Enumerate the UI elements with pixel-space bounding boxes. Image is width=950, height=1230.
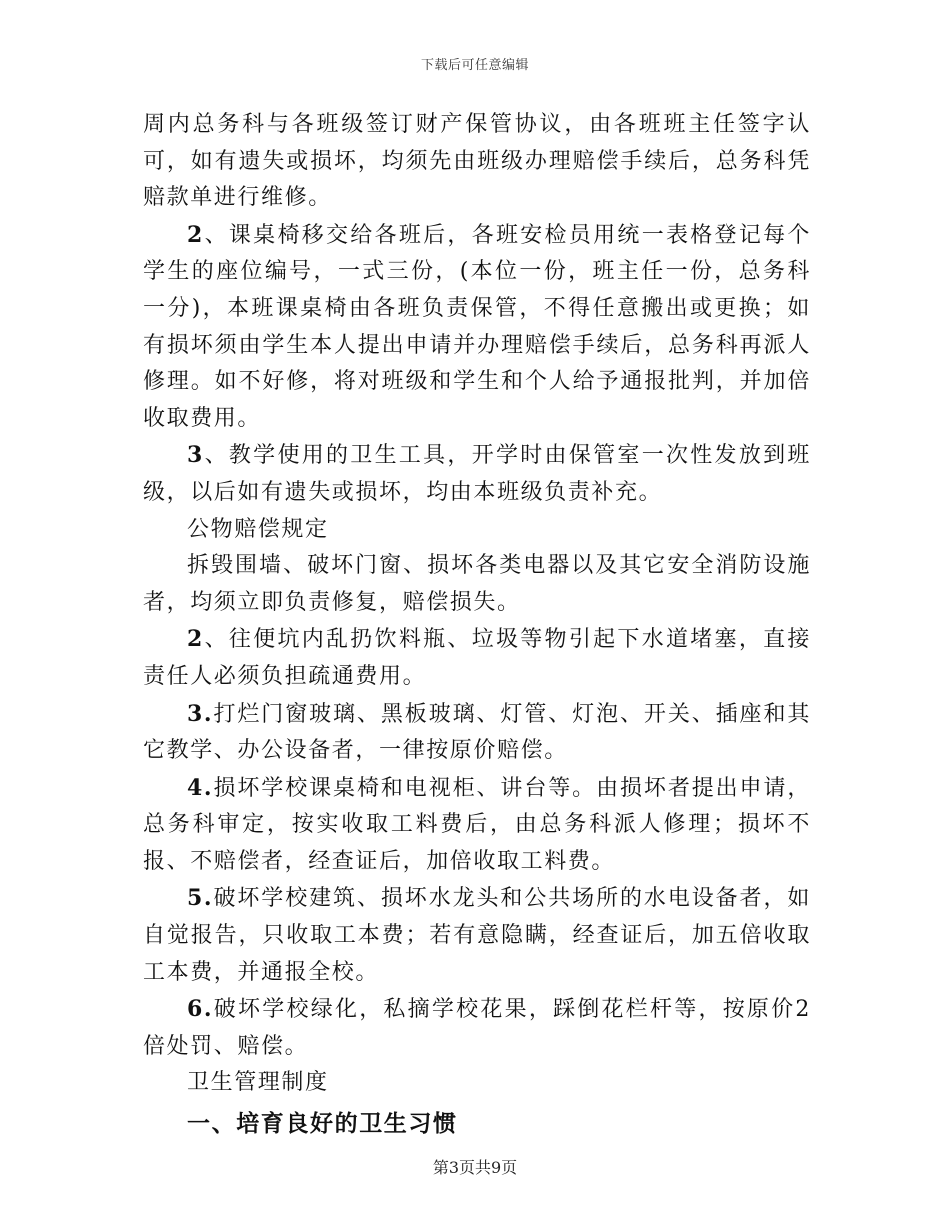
paragraph-item-3 xyxy=(143,437,811,511)
item-number: 5. xyxy=(187,885,214,912)
paragraph-text: 损坏学校课桌椅和电视柜、讲台等。由损坏者提出申请，总务科审定，按实收取工料费后，由总务科派人修理；损坏不报、不赔偿者，经查证后，加倍收取工料费。 xyxy=(143,775,811,874)
paragraph-text: 破坏学校绿化，私摘学校花果，踩倒花栏杆等，按原价2倍处罚、赔偿。 xyxy=(143,997,811,1059)
section-title-text: 公物赔偿规定 xyxy=(187,516,329,542)
paragraph-compensation-1 xyxy=(143,548,811,621)
section-title-compensation xyxy=(143,512,811,549)
document-body xyxy=(143,107,811,1142)
paragraph-compensation-6 xyxy=(143,991,811,1065)
paragraph-item-2 xyxy=(143,217,811,438)
subheading: 一、培育良好的卫生习惯 xyxy=(187,1111,458,1138)
paragraph-text: 、课桌椅移交给各班后，各班安检员用统一表格登记每个学生的座位编号，一式三份，(本位一份，班主任一份，总务科一分)，本班课桌椅由各班负责保管，不得任意搬出或更换；如有损坏须由学生本人提出申请并办理赔偿手续后，总务科再派人修理。如不好修，将对班级和学生和个人给予通报批判，并加倍收取费用。 xyxy=(143,222,811,431)
paragraph-text: 周内总务科与各班级签订财产保管协议，由各班班主任签字认可，如有遗失或损坏，均须先由班级办理赔偿手续后，总务科凭赔款单进行维修。 xyxy=(143,112,811,211)
section-title-hygiene xyxy=(143,1065,811,1102)
paragraph-compensation-3 xyxy=(143,696,811,770)
paragraph-text: 破坏学校建筑、损坏水龙头和公共场所的水电设备者，如自觉报告，只收取工本费；若有意隐瞒，经查证后，加五倍收取工本费，并通报全校。 xyxy=(143,886,811,985)
paragraph-text: 、往便坑内乱扔饮料瓶、垃圾等物引起下水道堵塞，直接责任人必须负担疏通费用。 xyxy=(143,627,811,689)
page-footer-info: 第3页共9页 xyxy=(432,1158,518,1177)
paragraph-text: 打烂门窗玻璃、黑板玻璃、灯管、灯泡、开关、插座和其它教学、办公设备者，一律按原价赔偿。 xyxy=(143,701,811,764)
paragraph-continuation xyxy=(143,107,811,217)
paragraph-compensation-4 xyxy=(143,770,811,881)
item-number: 2 xyxy=(187,626,204,653)
item-number: 3. xyxy=(187,700,214,727)
page-header-note: 下载后可任意编辑 xyxy=(420,58,529,73)
section-title-text: 卫生管理制度 xyxy=(187,1070,329,1096)
item-number: 2 xyxy=(187,221,204,248)
item-number: 3 xyxy=(187,442,204,469)
paragraph-compensation-2 xyxy=(143,621,811,695)
item-number: 4. xyxy=(187,774,214,801)
item-number: 6. xyxy=(187,996,214,1023)
paragraph-compensation-5 xyxy=(143,880,811,991)
paragraph-text: 、教学使用的卫生工具，开学时由保管室一次性发放到班级，以后如有遗失或损坏，均由本班级负责补充。 xyxy=(143,443,811,505)
paragraph-text: 拆毁围墙、破坏门窗、损坏各类电器以及其它安全消防设施者，均须立即负责修复，赔偿损失。 xyxy=(143,553,811,615)
